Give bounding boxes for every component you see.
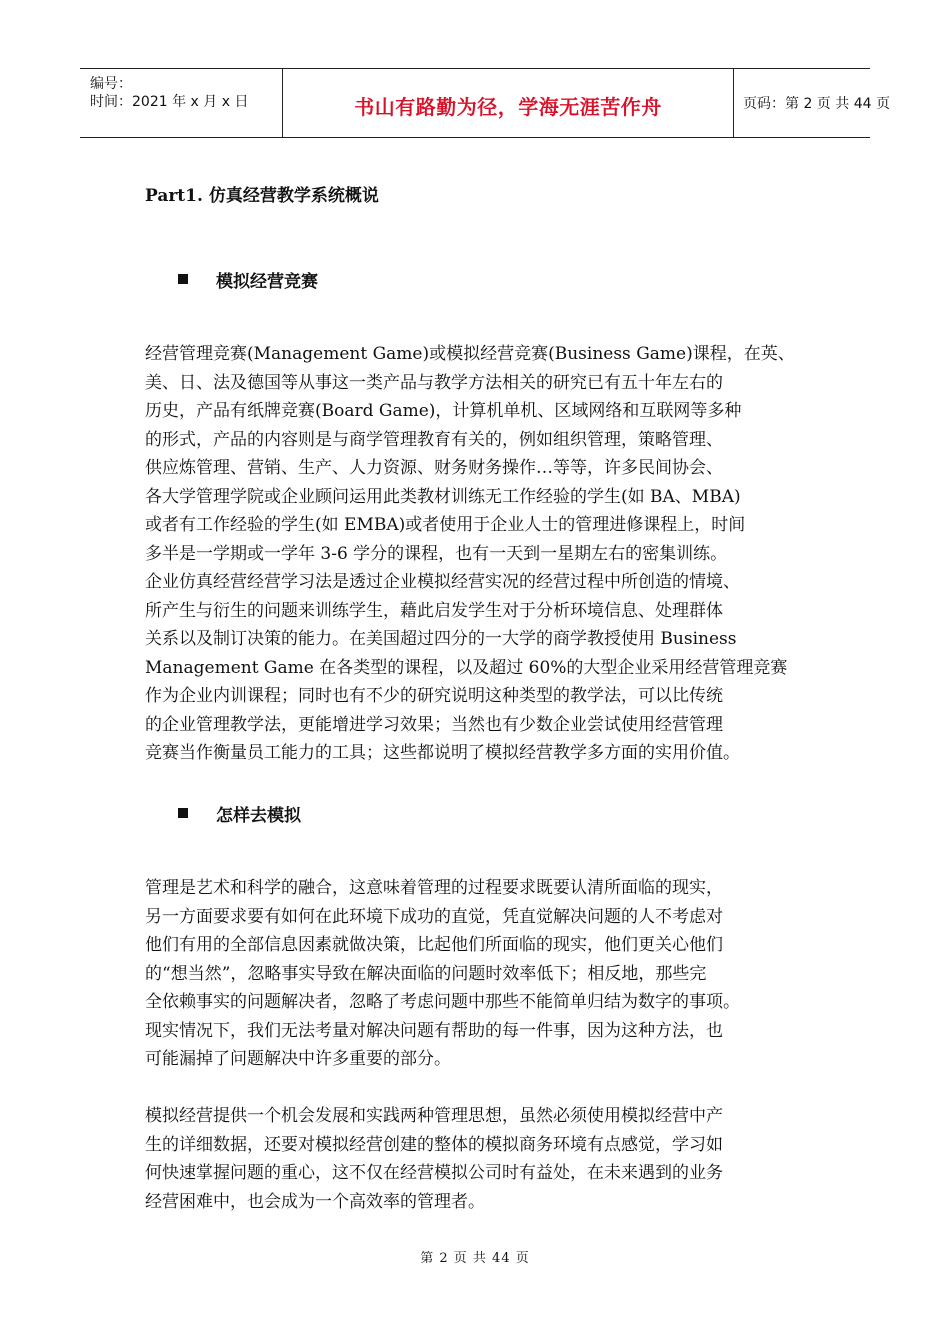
text-line: 另一方面要求要有如何在此环境下成功的直觉，凭直觉解决问题的人不考虑对 xyxy=(145,906,723,927)
text-line: 或者有工作经验的学生(如 EMBA)或者使用于企业人士的管理进修课程上，时间 xyxy=(145,515,746,535)
text-line: 企业仿真经营经营学习法是透过企业模拟经营实况的经营过程中所创造的情境、 xyxy=(145,572,740,592)
section-heading-text: 怎样去模拟 xyxy=(216,805,301,826)
bullet-square-icon xyxy=(178,274,188,284)
document-date-label: 时间：2021 年 x 月 x 日 xyxy=(90,94,249,110)
text-line: 的企业管理教学法，更能增进学习效果；当然也有少数企业尝试使用经营管理 xyxy=(145,714,723,735)
text-line: 作为企业内训课程；同时也有不少的研究说明这种类型的教学法，可以比传统 xyxy=(145,686,723,706)
text-line: Management Game 在各类型的课程，以及超过 60%的大型企业采用经营管理竞赛 xyxy=(145,657,788,678)
header-left-cell xyxy=(80,69,282,137)
header-motto: 书山有路勤为径，学海无涯苦作舟 xyxy=(354,95,662,119)
text-line: 经营困难中，也会成为一个高效率的管理者。 xyxy=(145,1191,485,1212)
text-line: 现实情况下，我们无法考量对解决问题有帮助的每一件事，因为这种方法，也 xyxy=(145,1020,723,1041)
section-heading-how-to-simulate xyxy=(178,801,301,825)
text-line: 何快速掌握问题的重心，这不仅在经营模拟公司时有益处，在未来遇到的业务 xyxy=(145,1163,723,1183)
section-heading-text: 模拟经营竞赛 xyxy=(216,271,318,292)
text-line: 经营管理竞赛(Management Game)或模拟经营竞赛(Business Game)课程，在英、 xyxy=(145,344,795,364)
document-number-label: 编号： xyxy=(90,76,132,92)
text-line: 的“想当然”，忽略事实导致在解决面临的问题时效率低下；相反地，那些完 xyxy=(145,963,707,984)
text-line: 生的详细数据，还要对模拟经营创建的整体的模拟商务环境有点感觉，学习如 xyxy=(145,1134,723,1155)
paragraph xyxy=(145,874,815,1074)
text-line: 各大学管理学院或企业顾问运用此类教材训练无工作经验的学生(如 BA、MBA) xyxy=(145,486,741,507)
header-motto-cell xyxy=(282,69,734,137)
text-line: 的形式，产品的内容则是与商学管理教育有关的，例如组织管理，策略管理、 xyxy=(145,429,723,450)
text-line: 管理是艺术和科学的融合，这意味着管理的过程要求既要认清所面临的现实， xyxy=(145,878,723,898)
section-heading-simulation-contest xyxy=(178,267,318,291)
part-title: Part1. 仿真经营教学系统概说 xyxy=(145,186,379,206)
text-line: 模拟经营提供一个机会发展和实践两种管理思想，虽然必须使用模拟经营中产 xyxy=(145,1106,723,1126)
header-right-cell xyxy=(733,69,890,137)
text-line: 全依赖事实的问题解决者，忽略了考虑问题中那些不能简单归结为数字的事项。 xyxy=(145,992,740,1012)
text-line: 竞赛当作衡量员工能力的工具；这些都说明了模拟经营教学多方面的实用价值。 xyxy=(145,743,740,763)
text-line: 可能漏掉了问题解决中许多重要的部分。 xyxy=(145,1049,451,1069)
page-header xyxy=(80,68,890,138)
header-page-label: 页码：第 2 页 共 44 页 xyxy=(743,96,890,112)
paragraph xyxy=(145,1102,815,1216)
text-line: 所产生与衍生的问题来训练学生，藉此启发学生对于分析环境信息、处理群体 xyxy=(145,600,723,621)
paragraph xyxy=(145,340,815,768)
bullet-square-icon xyxy=(178,808,188,818)
text-line: 历史，产品有纸牌竞赛(Board Game)，计算机单机、区域网络和互联网等多种 xyxy=(145,401,742,421)
text-line: 美、日、法及德国等从事这一类产品与教学方法相关的研究已有五十年左右的 xyxy=(145,372,723,393)
page-footer: 第 2 页 共 44 页 xyxy=(420,1251,530,1266)
text-line: 他们有用的全部信息因素就做决策，比起他们所面临的现实，他们更关心他们 xyxy=(145,935,723,955)
text-line: 多半是一学期或一学年 3-6 学分的课程，也有一天到一星期左右的密集训练。 xyxy=(145,543,728,564)
text-line: 供应炼管理、营销、生产、人力资源、财务财务操作…等等，许多民间协会、 xyxy=(145,458,723,478)
text-line: 关系以及制订决策的能力。在美国超过四分的一大学的商学教授使用 Business xyxy=(145,629,737,649)
